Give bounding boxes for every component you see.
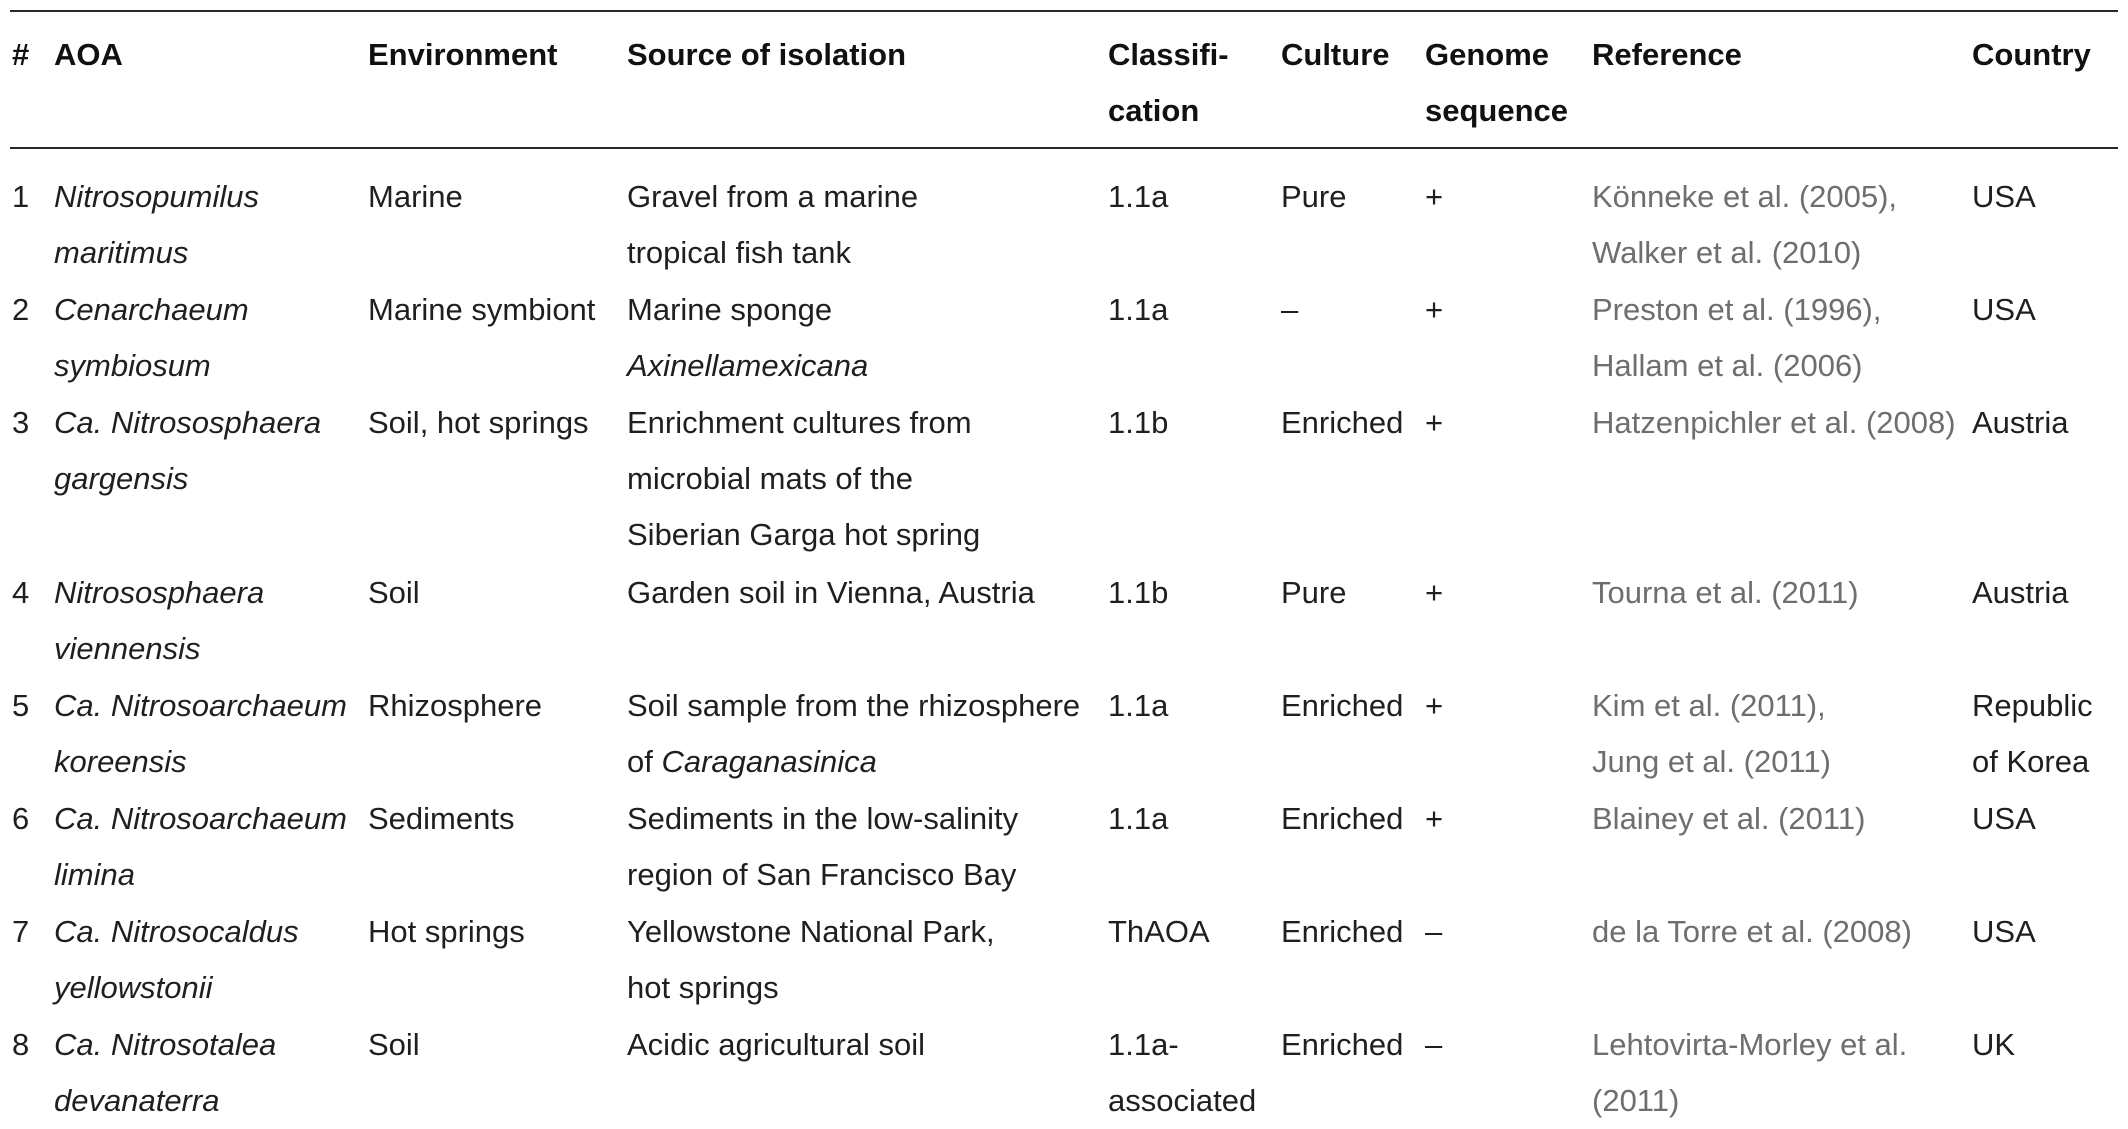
cell-source: Gravel from a marine [627, 179, 919, 214]
cell-reference: Könneke et al. (2005), [1592, 179, 1898, 214]
cell-classification: 1.1a [1108, 179, 1169, 214]
header-classification-line1: Classifi- [1108, 37, 1229, 72]
cell-culture: Pure [1281, 575, 1347, 610]
species-name: Caraganasinica [661, 744, 877, 779]
cell-country: USA [1972, 179, 2036, 214]
cell-num: 6 [12, 801, 30, 836]
cell-aoa: viennensis [54, 631, 201, 666]
cell-reference: Jung et al. (2011) [1592, 744, 1831, 779]
cell-source: microbial mats of the [627, 461, 913, 496]
cell-country: USA [1972, 801, 2036, 836]
header-environment: Environment [368, 37, 558, 72]
cell-source: region of San Francisco Bay [627, 857, 1017, 892]
cell-reference: Hatzenpichler et al. (2008) [1592, 405, 1956, 440]
cell-source: Soil sample from the rhizosphere [627, 688, 1081, 723]
header-source: Source of isolation [627, 37, 907, 72]
cell-aoa: koreensis [54, 744, 187, 779]
cell-genome: + [1425, 575, 1444, 610]
cell-aoa: Ca. Nitrosoarchaeum [54, 801, 347, 836]
cell-environment: Soil [368, 575, 420, 610]
cell-aoa: maritimus [54, 235, 189, 270]
cell-culture: Enriched [1281, 914, 1404, 949]
cell-environment: Sediments [368, 801, 515, 836]
cell-classification: 1.1a [1108, 688, 1169, 723]
cell-reference: Kim et al. (2011), [1592, 688, 1826, 723]
cell-num: 7 [12, 914, 30, 949]
cell-classification: 1.1b [1108, 405, 1169, 440]
header-genome-line2: sequence [1425, 93, 1569, 128]
cell-genome: – [1425, 914, 1443, 949]
cell-genome: + [1425, 688, 1444, 723]
cell-classification: ThAOA [1108, 914, 1210, 949]
cell-num: 2 [12, 292, 30, 327]
cell-aoa: gargensis [54, 461, 189, 496]
cell-classification: 1.1a- [1108, 1027, 1179, 1062]
cell-country: UK [1972, 1027, 2016, 1062]
cell-num: 3 [12, 405, 30, 440]
header-country: Country [1972, 37, 2091, 72]
cell-source: Garden soil in Vienna, Austria [627, 575, 1035, 610]
cell-country: Austria [1972, 405, 2069, 440]
cell-environment: Marine [368, 179, 463, 214]
cell-num: 1 [12, 179, 30, 214]
cell-aoa: limina [54, 857, 135, 892]
cell-source [627, 338, 868, 394]
cell-environment: Soil [368, 1027, 420, 1062]
cell-source: Enrichment cultures from [627, 405, 972, 440]
cell-culture: Enriched [1281, 405, 1404, 440]
cell-classification: 1.1a [1108, 801, 1169, 836]
cell-culture: Pure [1281, 179, 1347, 214]
cell-source: of Caraganasinica [627, 744, 877, 779]
cell-culture: Enriched [1281, 1027, 1404, 1062]
cell-aoa: Ca. Nitrosoarchaeum [54, 688, 347, 723]
cell-reference: Hallam et al. (2006) [1592, 348, 1863, 383]
cell-num: 8 [12, 1027, 30, 1062]
header-reference: Reference [1592, 37, 1742, 72]
cell-reference: Lehtovirta-Morley et al. [1592, 1027, 1908, 1062]
cell-reference: Blainey et al. (2011) [1592, 801, 1866, 836]
cell-country: Austria [1972, 575, 2069, 610]
cell-genome: + [1425, 292, 1444, 327]
species-name: Axinellamexicana [627, 348, 869, 383]
cell-classification: associated [1108, 1083, 1257, 1118]
cell-aoa: devanaterra [54, 1083, 220, 1118]
cell-genome: – [1425, 1027, 1443, 1062]
cell-source: hot springs [627, 970, 779, 1005]
cell-classification: 1.1a [1108, 292, 1169, 327]
cell-source: Siberian Garga hot spring [627, 517, 981, 552]
cell-classification: 1.1b [1108, 575, 1169, 610]
header-classification-line2: cation [1108, 93, 1200, 128]
cell-aoa: yellowstonii [54, 970, 213, 1005]
cell-source: Marine sponge [627, 292, 833, 327]
cell-country: of Korea [1972, 744, 2090, 779]
cell-reference: Walker et al. (2010) [1592, 235, 1862, 270]
cell-environment: Soil, hot springs [368, 405, 589, 440]
cell-country: USA [1972, 292, 2036, 327]
cell-culture: – [1281, 292, 1299, 327]
header-aoa: AOA [54, 37, 123, 72]
cell-environment: Marine symbiont [368, 292, 596, 327]
cell-aoa: Nitrosopumilus [54, 179, 260, 214]
cell-aoa: Nitrososphaera [54, 575, 265, 610]
cell-source: Sediments in the low-salinity [627, 801, 1019, 836]
cell-source: Acidic agricultural soil [627, 1027, 926, 1062]
cell-aoa: Ca. Nitrosocaldus [54, 914, 299, 949]
cell-aoa: Ca. Nitrososphaera [54, 405, 322, 440]
header-genome-line1: Genome [1425, 37, 1550, 72]
cell-environment: Rhizosphere [368, 688, 543, 723]
table-top-rule [10, 10, 2118, 12]
table-header-rule [10, 147, 2118, 149]
cell-country: USA [1972, 914, 2036, 949]
cell-aoa: Ca. Nitrosotalea [54, 1027, 277, 1062]
cell-genome: + [1425, 405, 1444, 440]
cell-aoa: Cenarchaeum [54, 292, 249, 327]
cell-culture: Enriched [1281, 801, 1404, 836]
cell-environment: Hot springs [368, 914, 525, 949]
cell-country: Republic [1972, 688, 2093, 723]
cell-genome: + [1425, 801, 1444, 836]
header-culture: Culture [1281, 37, 1390, 72]
cell-reference: Tourna et al. (2011) [1592, 575, 1859, 610]
cell-aoa: symbiosum [54, 348, 211, 383]
cell-reference: (2011) [1592, 1083, 1680, 1118]
cell-num: 4 [12, 575, 30, 610]
cell-genome: + [1425, 179, 1444, 214]
cell-culture: Enriched [1281, 688, 1404, 723]
cell-source: Yellowstone National Park, [627, 914, 995, 949]
cell-source: tropical fish tank [627, 235, 851, 270]
cell-reference: de la Torre et al. (2008) [1592, 914, 1912, 949]
cell-reference: Preston et al. (1996), [1592, 292, 1882, 327]
header-num: # [12, 37, 30, 72]
cell-num: 5 [12, 688, 30, 723]
